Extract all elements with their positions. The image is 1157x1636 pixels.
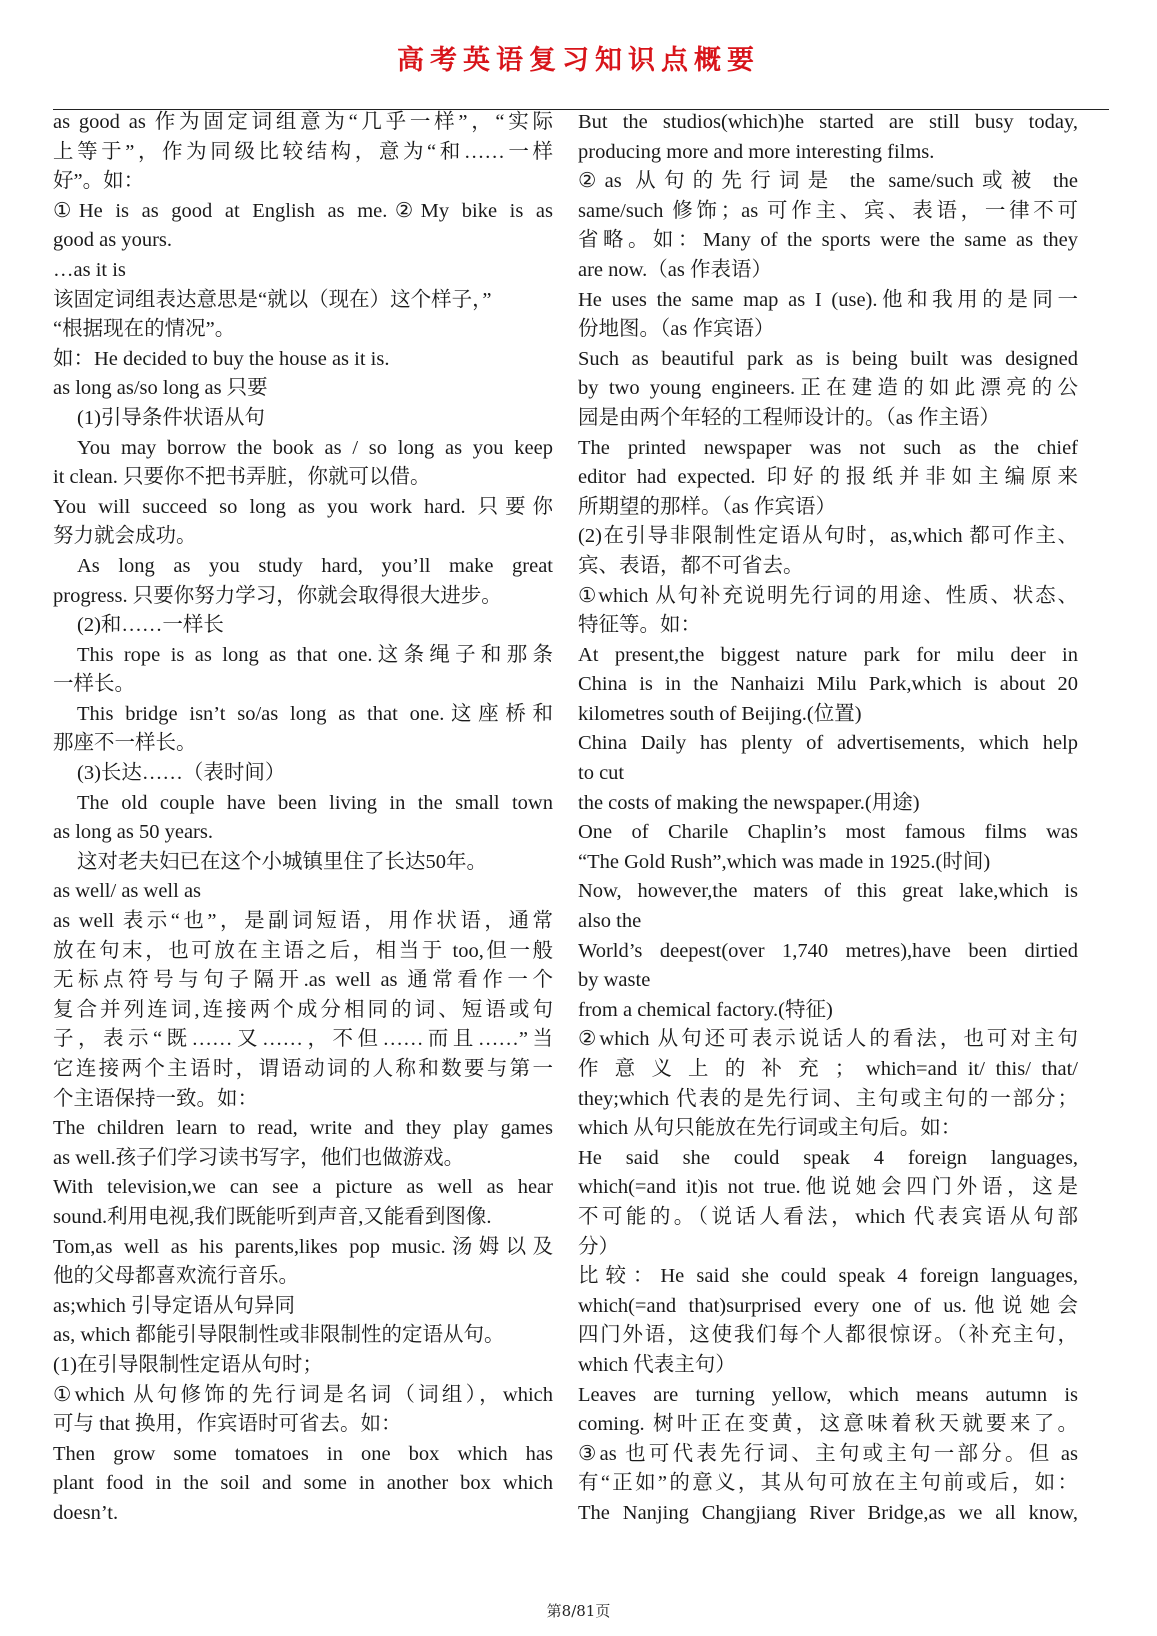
text-line: 放在句末，也可放在主语之后，相当于 too,但一般 [53, 939, 553, 962]
text-line: Then grow some tomatoes in one box which has [53, 1442, 553, 1465]
text-line: sound.利用电视,我们既能听到声音,又能看到图像. [53, 1205, 492, 1228]
text-line: which(=and it)is not true.他说她会四门外语，这是 [578, 1176, 1078, 1199]
text-line: as, which 都能引导限制性或非限制性的定语从句。 [53, 1324, 505, 1347]
text-line: producing more and more interesting films. [578, 140, 935, 163]
text-line: 个主语保持一致。如： [53, 1087, 258, 1110]
text-line: 他的父母都喜欢流行音乐。 [53, 1265, 299, 1288]
text-line: 有“正如”的意义，其从句可放在主句前或后，如： [578, 1472, 1078, 1495]
text-line: 努力就会成功。 [53, 525, 197, 548]
text-line: ③as 也可代表先行词、主句或主句一部分。但 as [578, 1442, 1078, 1465]
text-line: 子，表示“既……又……，不但……而且……”当 [53, 1028, 553, 1051]
text-line: to cut [578, 762, 625, 785]
text-line: they;which 代表的是先行词、主句或主句的一部分； [578, 1087, 1078, 1110]
text-line: 不可能的。（说话人看法，which 代表宾语从句部 [578, 1205, 1078, 1228]
text-line: 四门外语，这使我们每个人都很惊讶。（补充主句， [578, 1324, 1078, 1347]
text-line: 园是由两个年轻的工程师设计的。（as 作主语） [578, 406, 1000, 429]
text-line: The Nanjing Changjiang River Bridge,as we all know, [578, 1501, 1078, 1524]
text-line: He uses the same map as I (use).他和我用的是同一 [578, 288, 1078, 311]
text-line: This bridge isn’t so/as long as that one.这座桥和 [77, 702, 553, 725]
text-line: (1)在引导限制性定语从句时； [53, 1353, 323, 1376]
text-line: progress. 只要你努力学习，你就会取得很大进步。 [53, 584, 502, 607]
text-line: also the [578, 910, 642, 933]
text-line: “The Gold Rush”,which was made in 1925.(时间) [578, 850, 991, 873]
text-line: As long as you study hard, you’ll make great [77, 554, 553, 577]
text-line: which(=and that)surprised every one of us.他说她会 [578, 1294, 1078, 1317]
text-line: by two young engineers.正在建造的如此漂亮的公 [578, 377, 1078, 400]
text-line: as good as 作为固定词组意为“几乎一样”，“实际 [53, 111, 553, 133]
text-line: Leaves are turning yellow, which means autumn is [578, 1383, 1078, 1406]
text-line: 那座不一样长。 [53, 732, 197, 755]
page-title: 高考英语复习知识点概要 [397, 45, 760, 76]
text-line: Tom,as well as his parents,likes pop music.汤姆以及 [53, 1235, 553, 1258]
text-line: “根据现在的情况”。 [53, 318, 236, 341]
left-column [53, 108, 553, 1529]
text-line: 分） [578, 1235, 619, 1258]
text-line: The printed newspaper was not such as the chief [578, 436, 1078, 459]
text-line: (2)和……一样长 [77, 614, 224, 637]
text-line: good as yours. [53, 229, 173, 252]
text-line: 上等于”，作为同级比较结构，意为“和……一样 [53, 140, 553, 163]
text-line: World’s deepest(over 1,740 metres),have been dirtied [578, 939, 1078, 962]
text-line: as long as/so long as 只要 [53, 377, 268, 400]
text-line: the costs of making the newspaper.(用途) [578, 791, 920, 814]
text-line: 该固定词组表达意思是“就以（现在）这个样子，” [53, 288, 492, 311]
text-line: ②which 从句还可表示说话人的看法，也可对主句 [578, 1028, 1078, 1051]
text-line: 比较：He said she could speak 4 foreign languages, [578, 1265, 1078, 1288]
text-line: doesn’t. [53, 1501, 119, 1524]
text-line: coming. 树叶正在变黄，这意味着秋天就要来了。 [578, 1413, 1078, 1436]
text-line: But the studios(which)he started are still busy today, [578, 111, 1078, 133]
text-line: are now.（as 作表语） [578, 258, 772, 281]
text-line: kilometres south of Beijing.(位置) [578, 702, 862, 725]
text-line: 复合并列连词,连接两个成分相同的词、短语或句 [53, 998, 553, 1021]
text-line: 作 意 义 上 的 补 充 ； which=and it/ this/ that/ [578, 1058, 1078, 1080]
text-line: 省略。如：Many of the sports were the same as they [578, 229, 1078, 252]
text-line: 份地图。（as 作宾语） [578, 318, 775, 341]
text-line: 一样长。 [53, 673, 135, 696]
text-line: ②as 从句的先行词是 the same/such或被 the [578, 170, 1078, 193]
text-line: One of Charile Chaplin’s most famous films was [578, 821, 1078, 844]
text-line: as well/ as well as [53, 880, 202, 903]
text-line: ①which 从句修饰的先行词是名词（词组），which [53, 1383, 553, 1406]
text-line: 宾、表语，都不可省去。 [578, 554, 804, 577]
text-line: 特征等。如： [578, 614, 701, 637]
right-column [578, 108, 1078, 1529]
text-line: same/such 修饰；as 可作主、宾、表语，一律不可 [578, 199, 1078, 222]
text-line: editor had expected. 印好的报纸并非如主编原来 [578, 466, 1078, 489]
text-line: He said she could speak 4 foreign languages, [578, 1146, 1078, 1169]
text-line: 好”。如： [53, 170, 145, 193]
text-line: 这对老夫妇已在这个小城镇里住了长达50年。 [77, 850, 487, 873]
text-line: 可与 that 换用，作宾语时可省去。如： [53, 1413, 402, 1436]
text-line: You may borrow the book as / so long as you keep [77, 436, 553, 459]
text-line: With television,we can see a picture as well as hear [53, 1176, 553, 1199]
text-line: This rope is as long as that one.这条绳子和那条 [77, 643, 553, 666]
text-line: which 从句只能放在先行词或主句后。如： [578, 1117, 962, 1140]
text-line: 所期望的那样。（as 作宾语） [578, 495, 836, 518]
text-line: as well.孩子们学习读书写字，他们也做游戏。 [53, 1146, 465, 1169]
text-line: (3)长达……（表时间） [77, 762, 286, 785]
text-line: 如：He decided to buy the house as it is. [53, 347, 390, 370]
text-line: (2)在引导非限制性定语从句时，as,which 都可作主、 [578, 525, 1078, 548]
page-number: 第8/81页 [546, 1602, 611, 1620]
text-line: (1)引导条件状语从句 [77, 406, 265, 429]
text-line: At present,the biggest nature park for milu deer in [578, 643, 1078, 666]
text-line: as well 表示“也”，是副词短语，用作状语，通常 [53, 910, 553, 933]
text-line: 无标点符号与句子隔开.as well as 通常看作一个 [53, 969, 553, 992]
text-line: as long as 50 years. [53, 821, 213, 844]
text-line: by waste [578, 969, 651, 992]
text-line: China is in the Nanhaizi Milu Park,which is about 20 [578, 673, 1078, 696]
text-line: ①He is as good at English as me.②My bike is as [53, 199, 553, 222]
text-line: ①which 从句补充说明先行词的用途、性质、状态、 [578, 584, 1078, 607]
text-line: The children learn to read, write and they play games [53, 1117, 553, 1140]
text-line: 它连接两个主语时，谓语动词的人称和数要与第一 [53, 1058, 553, 1080]
text-line: it clean. 只要你不把书弄脏，你就可以借。 [53, 466, 431, 489]
text-line: Such as beautiful park as is being built was designed [578, 347, 1078, 370]
text-line: China Daily has plenty of advertisements, which help [578, 732, 1078, 755]
text-line: from a chemical factory.(特征) [578, 998, 833, 1021]
text-line: You will succeed so long as you work hard. 只要你 [53, 495, 553, 518]
text-line: The old couple have been living in the small town [77, 791, 553, 814]
text-line: …as it is [53, 258, 126, 281]
text-line: Now, however,the maters of this great lake,which is [578, 880, 1078, 903]
text-line: as;which 引导定语从句异同 [53, 1294, 295, 1317]
text-line: which 代表主句） [578, 1353, 736, 1376]
text-line: plant food in the soil and some in another box which [53, 1472, 553, 1495]
